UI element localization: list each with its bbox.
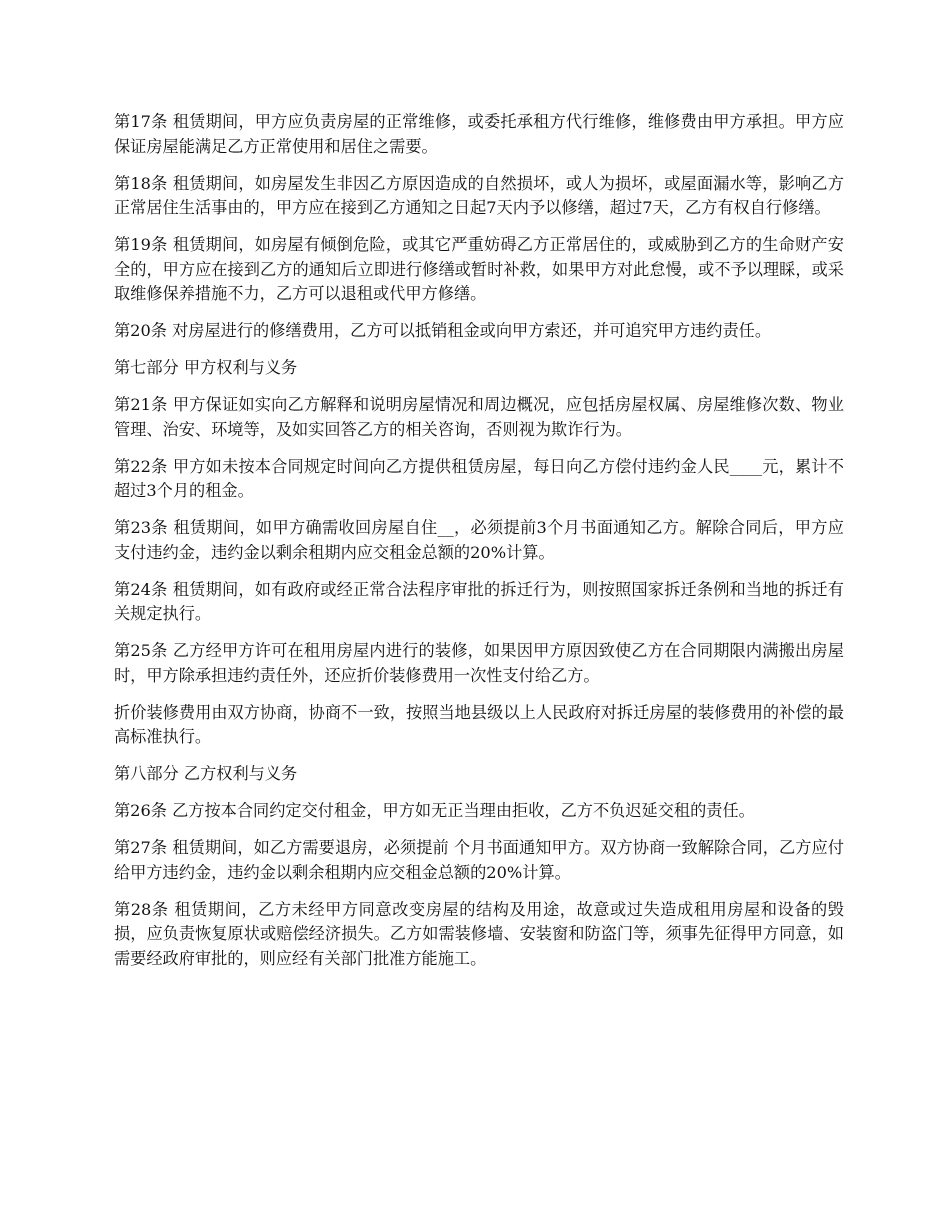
article-27: 第27条 租赁期间，如乙方需要退房，必须提前 个月书面通知甲方。双方协商一致解除合同，乙方应付给甲方违约金，违约金以剩余租期内应交租金总额的20%计算。	[114, 838, 844, 882]
article-26: 第26条 乙方按本合同约定交付租金，甲方如无正当理由拒收，乙方不负迟延交租的责任。	[114, 801, 755, 820]
article-20: 第20条 对房屋进行的修缮费用，乙方可以抵销租金或向甲方索还，并可追究甲方违约责任。	[114, 321, 772, 340]
renovation-compensation-note: 折价装修费用由双方协商，协商不一致，按照当地县级以上人民政府对拆迁房屋的装修费用的补偿的最高标准执行。	[114, 702, 844, 746]
article-23: 第23条 租赁期间，如甲方确需收回房屋自住__，必须提前3个月书面通知乙方。解除合同后，甲方应支付违约金，违约金以剩余租期内应交租金总额的20%计算。	[114, 518, 844, 562]
article-25: 第25条 乙方经甲方许可在租用房屋内进行的装修，如果因甲方原因致使乙方在合同期限内满搬出房屋时，甲方除承担违约责任外，还应折价装修费用一次性支付给乙方。	[114, 641, 844, 685]
article-22: 第22条 甲方如未按本合同规定时间向乙方提供租赁房屋，每日向乙方偿付违约金人民____元，累计不超过3个月的租金。	[114, 456, 844, 500]
article-18: 第18条 租赁期间，如房屋发生非因乙方原因造成的自然损坏，或人为损坏，或屋面漏水等，影响乙方正常居住生活事由的，甲方应在接到乙方通知之日起7天内予以修缮，超过7天，乙方有权自行修缮。	[114, 173, 844, 217]
article-24: 第24条 租赁期间，如有政府或经正常合法程序审批的拆迁行为，则按照国家拆迁条例和当地的拆迁有关规定执行。	[114, 579, 844, 623]
article-28: 第28条 租赁期间，乙方未经甲方同意改变房屋的结构及用途，故意或过失造成租用房屋和设备的毁损，应负责恢复原状或赔偿经济损失。乙方如需装修墙、安装窗和防盗门等，须事先征得甲方同意，如需要经政府审批的，则应经有关部门批准方能施工。	[114, 899, 844, 968]
section-heading-part-7: 第七部分 甲方权利与义务	[114, 358, 298, 377]
article-17: 第17条 租赁期间，甲方应负责房屋的正常维修，或委托承租方代行维修，维修费由甲方承担。甲方应保证房屋能满足乙方正常使用和居住之需要。	[114, 112, 844, 156]
document-body	[114, 110, 844, 984]
section-heading-part-8: 第八部分 乙方权利与义务	[114, 764, 298, 783]
article-21: 第21条 甲方保证如实向乙方解释和说明房屋情况和周边概况，应包括房屋权属、房屋维修次数、物业管理、治安、环境等，及如实回答乙方的相关咨询，否则视为欺诈行为。	[114, 395, 844, 439]
article-19: 第19条 租赁期间，如房屋有倾倒危险，或其它严重妨碍乙方正常居住的，或威胁到乙方的生命财产安全的，甲方应在接到乙方的通知后立即进行修缮或暂时补救，如果甲方对此怠慢，或不予以理睬，或采取维修保养措施不力，乙方可以退租或代甲方修缮。	[114, 235, 844, 303]
